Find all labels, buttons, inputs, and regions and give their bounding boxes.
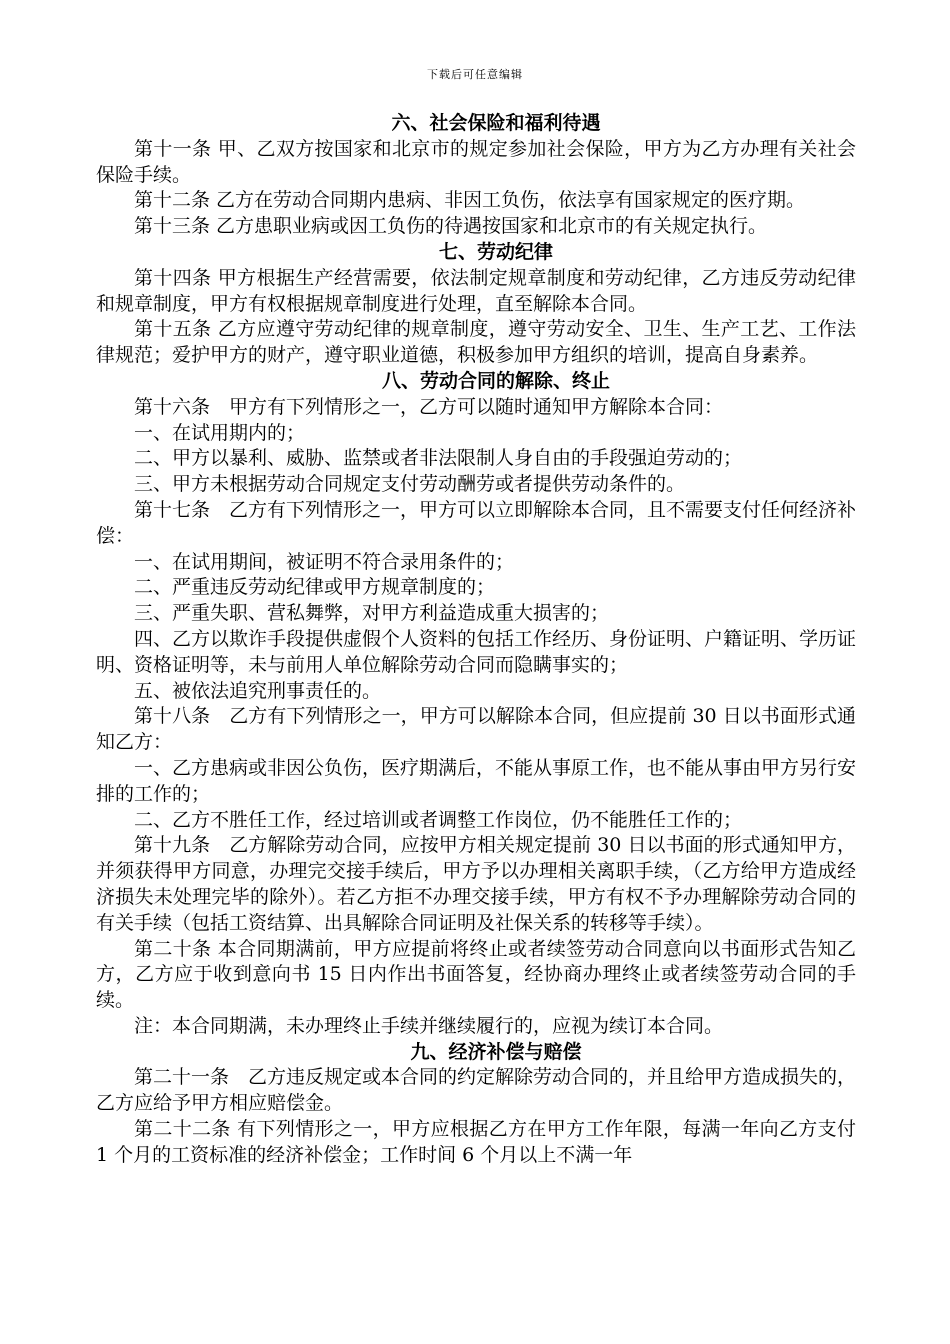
section-heading: 六、社会保险和福利待遇 <box>391 112 601 134</box>
section-compensation <box>96 1040 856 1169</box>
paragraph: 第十七条 乙方有下列情形之一，甲方可以立即解除本合同，且不需要支付任何经济补偿： <box>96 498 857 547</box>
list-item: 一、在试用期间，被证明不符合录用条件的； <box>134 550 515 573</box>
section-social-insurance <box>96 111 856 240</box>
list-item: 五、被依法追究刑事责任的。 <box>134 679 382 702</box>
list-item: 三、甲方未根据劳动合同规定支付劳动酬劳或者提供劳动条件的。 <box>134 473 686 496</box>
contract-body <box>96 111 856 1169</box>
list-item: 二、甲方以暴利、威胁、监禁或者非法限制人身自由的手段强迫劳动的； <box>134 447 743 470</box>
paragraph: 第二十一条 乙方违反规定或本合同的约定解除劳动合同的，并且给甲方造成损失的，乙方应给予甲方相应赔偿金。 <box>96 1066 857 1115</box>
paragraph: 第十四条 甲方根据生产经营需要，依法制定规章制度和劳动纪律，乙方违反劳动纪律和规章制度，甲方有权根据规章制度进行处理，直至解除本合同。 <box>96 266 856 315</box>
note-paragraph: 注：本合同期满，未办理终止手续并继续履行的，应视为续订本合同。 <box>134 1014 724 1037</box>
page-header-note: 下载后可任意编辑 <box>427 68 523 81</box>
paragraph: 第二十二条 有下列情形之一，甲方应根据乙方在甲方工作年限，每满一年向乙方支付 1 个月的工资标准的经济补偿金；工作时间 6 个月以上不满一年 <box>96 1118 856 1166</box>
section-termination <box>96 369 856 1040</box>
list-item: 二、严重违反劳动纪律或甲方规章制度的； <box>134 576 496 599</box>
list-item: 四、乙方以欺诈手段提供虚假个人资料的包括工作经历、身份证明、户籍证明、学历证明、资格证明等，未与前用人单位解除劳动合同而隐瞒事实的； <box>96 627 857 676</box>
list-item: 二、乙方不胜任工作，经过培训或者调整工作岗位，仍不能胜任工作的； <box>134 808 743 831</box>
paragraph: 第十五条 乙方应遵守劳动纪律的规章制度，遵守劳动安全、卫生、生产工艺、工作法律规范；爱护甲方的财产，遵守职业道德，积极参加甲方组织的培训，提高自身素养。 <box>96 318 856 367</box>
paragraph: 第十三条 乙方患职业病或因工负伤的待遇按国家和北京市的有关规定执行。 <box>134 215 768 238</box>
paragraph: 第十二条 乙方在劳动合同期内患病、非因工负伤，依法享有国家规定的医疗期。 <box>134 189 806 212</box>
section-heading: 九、经济补偿与赔偿 <box>410 1040 582 1063</box>
list-item: 一、在试用期内的； <box>134 421 306 444</box>
paragraph: 第二十条 本合同期满前，甲方应提前将终止或者续签劳动合同意向以书面形式告知乙方，乙方应于收到意向书 15 日内作出书面答复，经协商办理终止或者续签劳动合同的手续。 <box>96 937 856 1012</box>
list-item: 一、乙方患病或非因公负伤，医疗期满后，不能从事原工作，也不能从事由甲方另行安排的工作的； <box>96 756 857 805</box>
paragraph: 第十一条 甲、乙双方按国家和北京市的规定参加社会保险，甲方为乙方办理有关社会保险手续。 <box>96 137 856 186</box>
paragraph: 第十六条 甲方有下列情形之一，乙方可以随时通知甲方解除本合同： <box>134 395 724 418</box>
paragraph: 第十九条 乙方解除劳动合同，应按甲方相关规定提前 30 日以书面的形式通知甲方，并须获得甲方同意，办理完交接手续后，甲方予以办理相关离职手续，（乙方给甲方造成经济损失未处理完毕的除外）。若乙方拒不办理交接手续，甲方有权不予办理解除劳动合同的有关手续（包括工资结算、出具解除合同证明及社保关系的转移等手续）。 <box>96 834 856 934</box>
paragraph: 第十八条 乙方有下列情形之一，甲方可以解除本合同，但应提前 30 日以书面形式通知乙方： <box>96 705 856 754</box>
list-item: 三、严重失职、营私舞弊，对甲方利益造成重大损害的； <box>134 602 610 625</box>
section-labor-discipline <box>96 240 856 369</box>
section-heading: 八、劳动合同的解除、终止 <box>381 369 610 392</box>
section-heading: 七、劳动纪律 <box>438 240 553 263</box>
